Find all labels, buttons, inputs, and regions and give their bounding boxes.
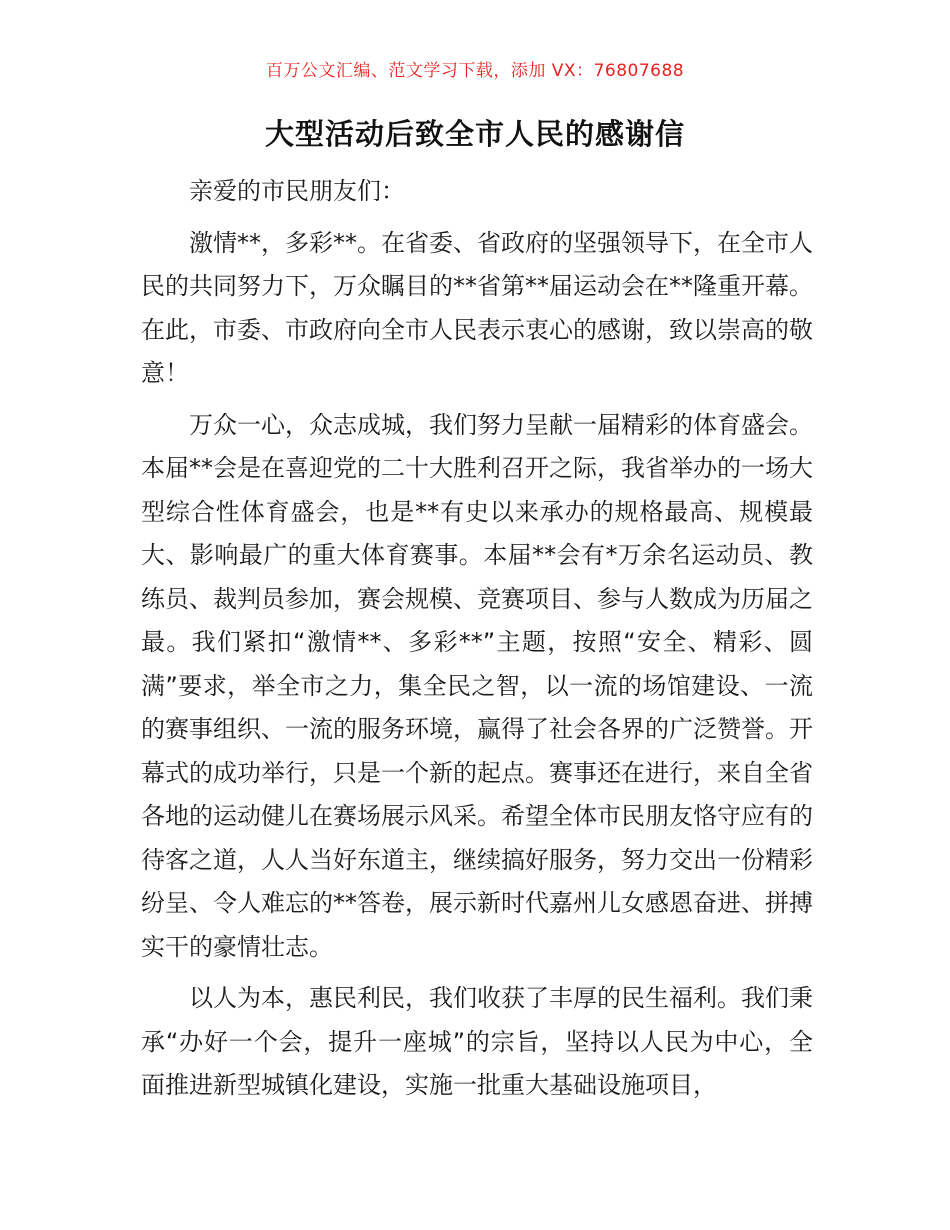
salutation: 亲爱的市民朋友们： xyxy=(189,177,405,205)
header-banner: 百万公文汇编、范文学习下载，添加 VX：76807688 xyxy=(265,61,685,81)
paragraph-1: 激情**，多彩**。在省委、省政府的坚强领导下，在全市人民的共同努力下，万众瞩目的**省第**届运动会在**隆重开幕。在此，市委、市政府向全市人民表示衷心的感谢，致以崇高的敬意！ xyxy=(141,228,813,387)
paragraph-3: 以人为本，惠民利民，我们收获了丰厚的民生福利。我们秉承“办好一个会，提升一座城”的宗旨，坚持以人民为中心，全面推进新型城镇化建设，实施一批重大基础设施项目， xyxy=(141,984,813,1099)
paragraph-2: 万众一心，众志成城，我们努力呈献一届精彩的体育盛会。本届**会是在喜迎党的二十大胜利召开之际，我省举办的一场大型综合性体育盛会，也是**有史以来承办的规格最高、规模最大、影响最广的重大体育赛事。本届**会有*万余名运动员、教练员、裁判员参加，赛会规模、竞赛项目、参与人数成为历届之最。我们紧扣“激情**、多彩**”主题，按照“安全、精彩、圆满”要求，举全市之力，集全民之智，以一流的场馆建设、一流的赛事组织、一流的服务环境，赢得了社会各界的广泛赞誉。开幕式的成功举行，只是一个新的起点。赛事还在进行，来自全省各地的运动健儿在赛场展示风采。希望全体市民朋友恪守应有的待客之道，人人当好东道主，继续搞好服务，努力交出一份精彩纷呈、令人难忘的**答卷，展示新时代嘉州儿女感恩奋进、拼搏实干的豪情壮志。 xyxy=(141,410,813,961)
document-title: 大型活动后致全市人民的感谢信 xyxy=(264,117,685,151)
document-body xyxy=(141,170,813,1108)
